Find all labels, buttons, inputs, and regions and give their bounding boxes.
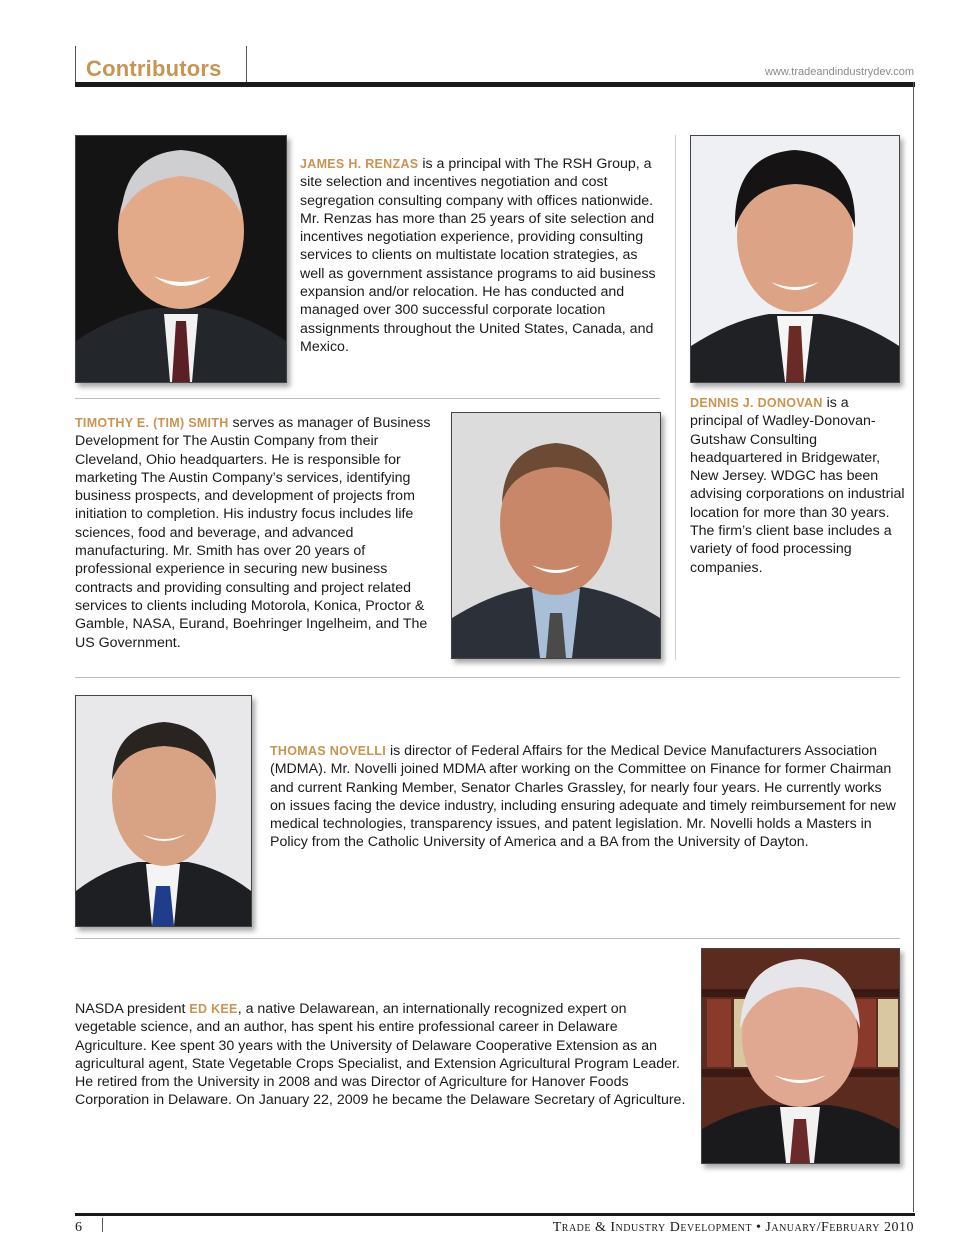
contributor-name: DENNIS J. DONOVAN (690, 396, 823, 410)
bio-text: serves as manager of Business Development for The Austin Company from their Cleveland, Ohio headquarters. He is responsible for marketing The Austin Company’s services, identifying business prospects, and development of projects from initiation to completion. His industry focus includes life sciences, food and beverage, and advanced manufacturing. Mr. Smith has over 20 years of professional experience in securing new business contracts and providing consulting and project related services to clients including Motorola, Konica, Proctor & Gamble, NASA, Eurand, Boehringer Ingelheim, and The US Government. (75, 415, 431, 651)
bio-kee (75, 1000, 690, 1110)
contributor-name: TIMOTHY E. (TIM) SMITH (75, 416, 229, 430)
bio-smith (75, 414, 440, 652)
novelli-photo (75, 695, 252, 927)
header-rule (75, 82, 915, 87)
publication-info: Trade & Industry Development • January/February 2010 (552, 1220, 914, 1235)
contributor-name: THOMAS NOVELLI (270, 744, 387, 758)
divider (75, 398, 660, 399)
kee-photo (701, 948, 900, 1164)
bio-text: is a principal of Wadley-Donovan-Gutshaw Consulting headquartered in Bridgewater, New Jersey. WDGC has been advising corporations on industrial location for more than 30 years. The firm’s client base includes a variety of food processing companies. (690, 395, 905, 576)
bio-renzas (300, 155, 660, 356)
bio-text: is a principal with The RSH Group, a site selection and incentives negotiation and cost segregation consulting company with offices nationwide. Mr. Renzas has more than 25 years of site selection and incentives negotiation experience, providing consulting services to clients on multistate location strategies, as well as government assistance programs to aid business expansion and/or relocation. He has conducted and managed over 300 successful corporate location assignments throughout the United States, Canada, and Mexico. (300, 156, 656, 355)
bio-donovan (690, 394, 905, 577)
divider (75, 677, 900, 678)
page-right-border (913, 82, 914, 1212)
page-number: 6 (75, 1220, 82, 1235)
column-divider (675, 135, 676, 660)
site-url[interactable]: www.tradeandindustrydev.com (765, 66, 914, 78)
footer-rule (75, 1213, 915, 1216)
bio-text: , a native Delawarean, an internationally recognized expert on vegetable science, and an author, has spent his entire professional career in Delaware Agriculture. Kee spent 30 years with the University of Delaware Cooperative Extension as an agricultural agent, State Vegetable Crops Specialist, and Extension Agricultural Program Leader. He retired from the University in 2008 and was Director of Agriculture for Hanover Foods Corporation in Delaware. On January 22, 2009 he became the Delaware Secretary of Agriculture. (75, 1001, 686, 1109)
divider (75, 938, 900, 939)
bio-novelli (270, 742, 900, 852)
smith-photo (451, 412, 661, 659)
contributor-name: ED KEE (189, 1002, 238, 1016)
contributor-name: JAMES H. RENZAS (300, 157, 419, 171)
header-tick (75, 46, 76, 86)
header-tick-right (246, 46, 247, 82)
renzas-photo (75, 135, 287, 383)
bio-text: is director of Federal Affairs for the Medical Device Manufacturers Association (MDMA). Mr. Novelli joined MDMA after working on the Committee on Finance for former Chairman and current Ranking Member, Senator Charles Grassley, for nearly four years. He currently works on issues facing the device industry, including ensuring adequate and timely reimbursement for new medical technologies, transparency issues, and patent legislation. Mr. Novelli holds a Masters in Policy from the Catholic University of America and a BA from the University of Dayton. (270, 743, 896, 851)
footer-tick (102, 1218, 103, 1232)
bio-prefix: NASDA president (75, 1001, 190, 1017)
donovan-photo (690, 135, 900, 383)
section-title: Contributors (86, 56, 222, 81)
